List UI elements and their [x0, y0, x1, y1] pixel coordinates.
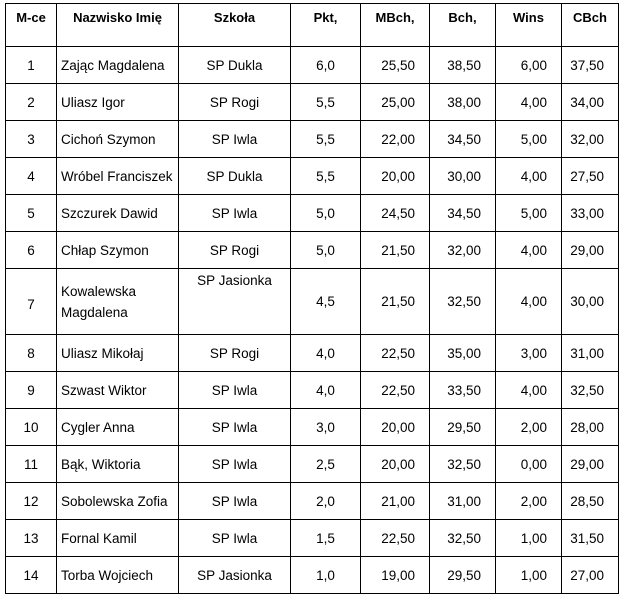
cell-wins: 0,00: [496, 446, 562, 483]
cell-mbch: 19,00: [361, 557, 430, 594]
cell-school: SP Jasionka: [179, 269, 291, 335]
cell-place: 4: [6, 158, 57, 195]
results-table: [5, 3, 619, 594]
cell-place: 12: [6, 483, 57, 520]
cell-wins: 5,00: [496, 121, 562, 158]
cell-place: 7: [6, 269, 57, 335]
column-header-place: M-ce: [6, 4, 57, 47]
cell-pkt: 5,0: [291, 232, 361, 269]
cell-name: Uliasz Mikołaj: [57, 335, 179, 372]
header-row: [6, 4, 619, 47]
cell-school: SP Dukla: [179, 47, 291, 84]
column-header-wins: Wins: [496, 4, 562, 47]
cell-bch: 30,00: [430, 158, 496, 195]
cell-cbch: 27,50: [562, 158, 619, 195]
cell-school: SP Iwla: [179, 372, 291, 409]
cell-school: SP Iwla: [179, 195, 291, 232]
cell-pkt: 1,0: [291, 557, 361, 594]
cell-pkt: 4,0: [291, 372, 361, 409]
cell-bch: 34,50: [430, 195, 496, 232]
cell-pkt: 6,0: [291, 47, 361, 84]
cell-wins: 6,00: [496, 47, 562, 84]
cell-wins: 1,00: [496, 520, 562, 557]
cell-cbch: 31,00: [562, 335, 619, 372]
column-header-bch: Bch,: [430, 4, 496, 47]
cell-name: Fornal Kamil: [57, 520, 179, 557]
cell-school: SP Rogi: [179, 232, 291, 269]
cell-wins: 4,00: [496, 232, 562, 269]
cell-place: 13: [6, 520, 57, 557]
cell-wins: 4,00: [496, 158, 562, 195]
cell-name: Szczurek Dawid: [57, 195, 179, 232]
cell-name: Szwast Wiktor: [57, 372, 179, 409]
column-header-cbch: CBch: [562, 4, 619, 47]
cell-pkt: 5,5: [291, 121, 361, 158]
cell-school: SP Iwla: [179, 121, 291, 158]
cell-place: 5: [6, 195, 57, 232]
cell-mbch: 22,00: [361, 121, 430, 158]
cell-cbch: 29,00: [562, 232, 619, 269]
cell-name: Uliasz Igor: [57, 84, 179, 121]
cell-pkt: 4,0: [291, 335, 361, 372]
cell-mbch: 21,00: [361, 483, 430, 520]
cell-bch: 35,00: [430, 335, 496, 372]
cell-mbch: 22,50: [361, 335, 430, 372]
cell-cbch: 28,50: [562, 483, 619, 520]
cell-name: Wróbel Franciszek: [57, 158, 179, 195]
cell-mbch: 20,00: [361, 158, 430, 195]
cell-bch: 29,50: [430, 409, 496, 446]
cell-bch: 32,50: [430, 446, 496, 483]
cell-place: 6: [6, 232, 57, 269]
cell-cbch: 32,50: [562, 372, 619, 409]
cell-bch: 29,50: [430, 557, 496, 594]
cell-mbch: 22,50: [361, 520, 430, 557]
table-row: [6, 121, 619, 158]
cell-place: 1: [6, 47, 57, 84]
cell-pkt: 3,0: [291, 409, 361, 446]
cell-place: 8: [6, 335, 57, 372]
cell-name: Chłap Szymon: [57, 232, 179, 269]
column-header-mbch: MBch,: [361, 4, 430, 47]
cell-bch: 32,50: [430, 269, 496, 335]
cell-name: Kowalewska Magdalena: [57, 269, 179, 335]
cell-wins: 4,00: [496, 269, 562, 335]
cell-pkt: 5,5: [291, 84, 361, 121]
cell-bch: 33,50: [430, 372, 496, 409]
cell-pkt: 5,5: [291, 158, 361, 195]
cell-wins: 2,00: [496, 409, 562, 446]
cell-bch: 31,00: [430, 483, 496, 520]
cell-cbch: 29,00: [562, 446, 619, 483]
cell-pkt: 2,5: [291, 446, 361, 483]
cell-cbch: 32,00: [562, 121, 619, 158]
cell-cbch: 33,00: [562, 195, 619, 232]
table-row: [6, 47, 619, 84]
table-row: [6, 269, 619, 335]
cell-bch: 32,50: [430, 520, 496, 557]
table-body: [6, 47, 619, 594]
cell-pkt: 1,5: [291, 520, 361, 557]
cell-mbch: 21,50: [361, 232, 430, 269]
cell-school: SP Jasionka: [179, 557, 291, 594]
cell-school: SP Iwla: [179, 409, 291, 446]
cell-mbch: 20,00: [361, 446, 430, 483]
cell-mbch: 21,50: [361, 269, 430, 335]
table-row: [6, 557, 619, 594]
column-header-school: Szkoła: [179, 4, 291, 47]
table-row: [6, 483, 619, 520]
table-row: [6, 335, 619, 372]
cell-wins: 2,00: [496, 483, 562, 520]
cell-bch: 38,00: [430, 84, 496, 121]
table-row: [6, 372, 619, 409]
table-row: [6, 520, 619, 557]
cell-name: Zając Magdalena: [57, 47, 179, 84]
cell-mbch: 25,00: [361, 84, 430, 121]
table-row: [6, 446, 619, 483]
cell-place: 10: [6, 409, 57, 446]
cell-name: Bąk, Wiktoria: [57, 446, 179, 483]
cell-wins: 4,00: [496, 372, 562, 409]
cell-cbch: 31,50: [562, 520, 619, 557]
cell-place: 9: [6, 372, 57, 409]
cell-school: SP Iwla: [179, 483, 291, 520]
cell-wins: 5,00: [496, 195, 562, 232]
cell-name: Cichoń Szymon: [57, 121, 179, 158]
cell-cbch: 30,00: [562, 269, 619, 335]
cell-cbch: 34,00: [562, 84, 619, 121]
cell-school: SP Iwla: [179, 446, 291, 483]
table-row: [6, 409, 619, 446]
cell-school: SP Dukla: [179, 158, 291, 195]
cell-mbch: 24,50: [361, 195, 430, 232]
cell-bch: 38,50: [430, 47, 496, 84]
cell-bch: 32,00: [430, 232, 496, 269]
cell-mbch: 25,50: [361, 47, 430, 84]
cell-mbch: 20,00: [361, 409, 430, 446]
column-header-pkt: Pkt,: [291, 4, 361, 47]
cell-wins: 1,00: [496, 557, 562, 594]
cell-wins: 3,00: [496, 335, 562, 372]
cell-wins: 4,00: [496, 84, 562, 121]
table-row: [6, 84, 619, 121]
cell-place: 11: [6, 446, 57, 483]
cell-school: SP Rogi: [179, 335, 291, 372]
cell-pkt: 5,0: [291, 195, 361, 232]
cell-cbch: 28,00: [562, 409, 619, 446]
cell-place: 14: [6, 557, 57, 594]
table-header: [6, 4, 619, 47]
column-header-name: Nazwisko Imię: [57, 4, 179, 47]
cell-cbch: 27,00: [562, 557, 619, 594]
cell-school: SP Iwla: [179, 520, 291, 557]
cell-school: SP Rogi: [179, 84, 291, 121]
cell-cbch: 37,50: [562, 47, 619, 84]
cell-name: Torba Wojciech: [57, 557, 179, 594]
cell-place: 2: [6, 84, 57, 121]
table-row: [6, 195, 619, 232]
cell-place: 3: [6, 121, 57, 158]
cell-pkt: 4,5: [291, 269, 361, 335]
table-row: [6, 158, 619, 195]
cell-bch: 34,50: [430, 121, 496, 158]
cell-name: Cygler Anna: [57, 409, 179, 446]
cell-pkt: 2,0: [291, 483, 361, 520]
cell-name: Sobolewska Zofia: [57, 483, 179, 520]
table-row: [6, 232, 619, 269]
cell-mbch: 22,50: [361, 372, 430, 409]
